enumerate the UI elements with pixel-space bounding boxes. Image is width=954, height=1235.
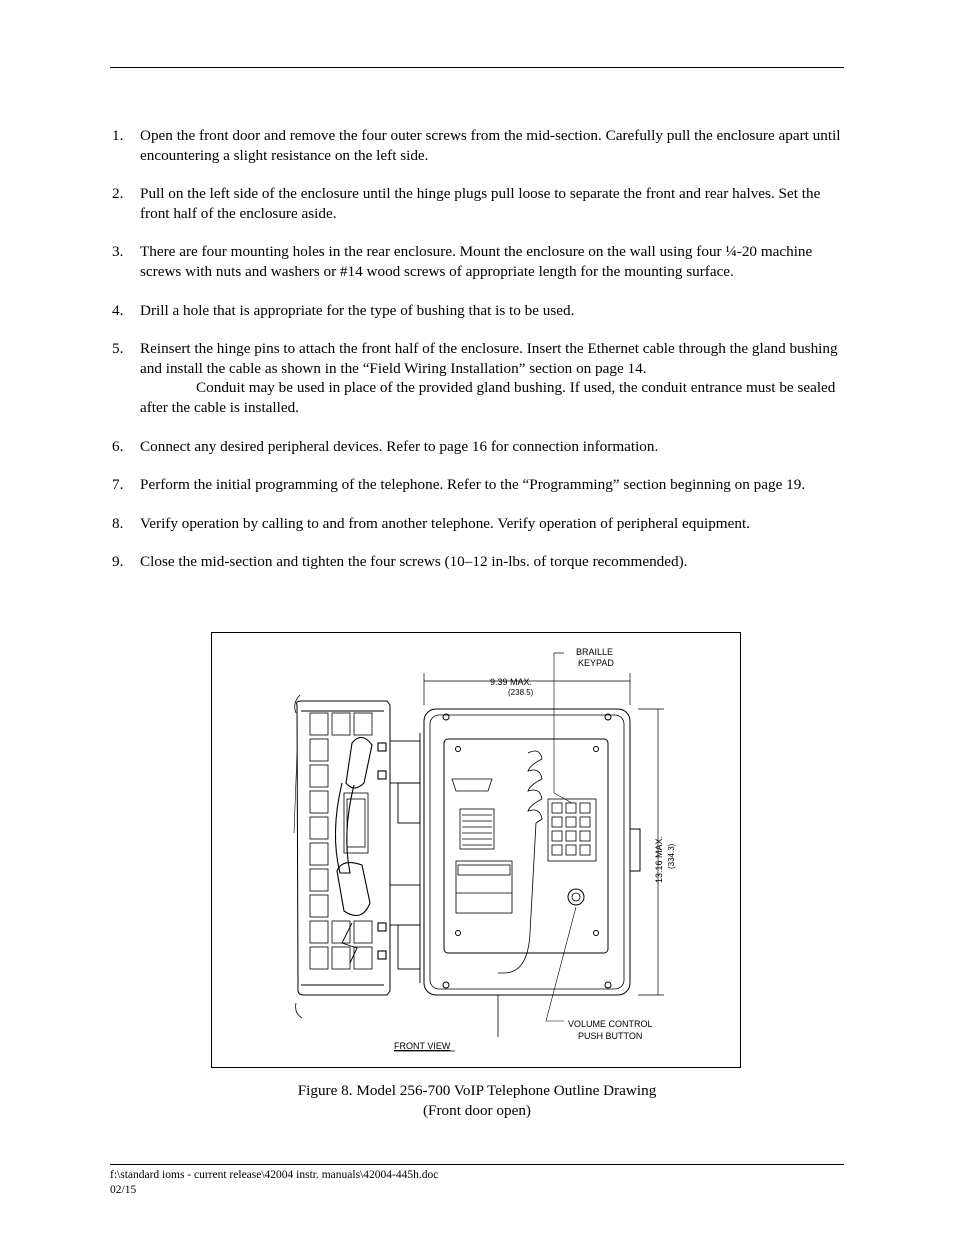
braille-keypad bbox=[548, 799, 596, 861]
footer bbox=[110, 1168, 438, 1198]
footer-file-path: f:\standard ioms - current release\42004 instr. manuals\42004-445h.doc bbox=[110, 1169, 439, 1181]
handset bbox=[335, 737, 386, 963]
outline-drawing-figure bbox=[211, 632, 741, 1068]
step-8: 8. Verify operation by calling to and from another telephone. Verify operation of peripheral equipment. bbox=[112, 514, 750, 532]
header-rule bbox=[110, 67, 844, 68]
step-text: Verify operation by calling to and from another telephone. Verify operation of peripheral equipment. bbox=[140, 514, 750, 532]
step-4: 4. Drill a hole that is appropriate for the type of bushing that is to be used. bbox=[112, 301, 575, 319]
front-view-label: FRONT VIEW bbox=[394, 1041, 451, 1051]
step-text: Drill a hole that is appropriate for the type of bushing that is to be used. bbox=[140, 301, 575, 319]
coiled-cord bbox=[498, 751, 542, 973]
width-dimension-mm: (238.5) bbox=[508, 688, 534, 697]
step-5: 5. Reinsert the hinge pins to attach the front half of the enclosure. Insert the Ethernet cable through the gland bushing and install the cable as shown in the “Field Wiring Installation” section on page 14. Conduit may be used in place of the provided gland bushing. If used, the conduit entrance must be sealed after the cable is installed. bbox=[110, 339, 844, 417]
height-dimension-mm: (334.3) bbox=[667, 843, 676, 869]
step-text: Open the front door and remove the four outer screws from the mid-section. Carefully pull the enclosure apart until encountering a slight resistance on the left side. bbox=[140, 127, 841, 164]
figure-caption-subtitle: (Front door open) bbox=[423, 1102, 531, 1119]
step-note: Conduit may be used in place of the provided gland bushing. If used, the conduit entrance must be sealed after the cable is installed. bbox=[140, 379, 836, 416]
step-7: 7. Perform the initial programming of the telephone. Refer to the “Programming” section beginning on page 19. bbox=[112, 476, 806, 494]
step-text: Close the mid-section and tighten the four screws (10–12 in-lbs. of torque recommended). bbox=[140, 553, 688, 571]
step-text: Connect any desired peripheral devices. Refer to page 16 for connection information. bbox=[140, 437, 659, 455]
figure-caption-title: Figure 8. Model 256-700 VoIP Telephone Outline Drawing bbox=[297, 1082, 657, 1099]
speaker-grille bbox=[452, 779, 512, 913]
braille-label-line2: KEYPAD bbox=[578, 658, 614, 668]
footer-date: 02/15 bbox=[110, 1184, 137, 1196]
width-dimension-label: 9.39 MAX. bbox=[490, 677, 533, 687]
footer-rule bbox=[110, 1164, 844, 1165]
front-door bbox=[294, 695, 390, 1018]
step-text: There are four mounting holes in the rear enclosure. Mount the enclosure on the wall using four ¼-20 machine screws with nuts and washers or #14 wood screws of appropriate length for the mounting surface. bbox=[140, 243, 813, 280]
step-9: 9. Close the mid-section and tighten the four screws (10–12 in-lbs. of torque recommended). bbox=[112, 553, 688, 571]
volume-control-button bbox=[568, 889, 584, 905]
step-text: Reinsert the hinge pins to attach the front half of the enclosure. Insert the Ethernet cable through the gland bushing and install the cable as shown in the “Field Wiring Installation” section on page 14. bbox=[140, 340, 838, 377]
height-dimension-label: 13.16 MAX. bbox=[654, 835, 664, 883]
step-text: Pull on the left side of the enclosure until the hinge plugs pull loose to separate the front and rear halves. Set the front half of the enclosure aside. bbox=[140, 185, 821, 222]
hinge bbox=[390, 733, 420, 983]
step-text: Perform the initial programming of the telephone. Refer to the “Programming” section beginning on page 19. bbox=[140, 476, 806, 494]
telephone-outline-drawing bbox=[212, 633, 740, 1067]
step-3: 3. There are four mounting holes in the rear enclosure. Mount the enclosure on the wall using four ¼-20 machine screws with nuts and washers or #14 wood screws of appropriate length for the mounting surface. bbox=[112, 243, 813, 280]
step-6: 6. Connect any desired peripheral devices. Refer to page 16 for connection information. bbox=[112, 437, 659, 455]
braille-label-line1: BRAILLE bbox=[576, 647, 614, 657]
step-2: 2. Pull on the left side of the enclosure until the hinge plugs pull loose to separate the front and rear halves. Set the front half of the enclosure aside. bbox=[112, 185, 821, 222]
step-1: 1. Open the front door and remove the four outer screws from the mid-section. Carefully pull the enclosure apart until encountering a slight resistance on the left side. bbox=[112, 127, 841, 164]
installation-steps bbox=[110, 126, 844, 591]
volume-label-line1: VOLUME CONTROL bbox=[568, 1019, 653, 1029]
volume-label-line2: PUSH BUTTON bbox=[578, 1031, 643, 1041]
